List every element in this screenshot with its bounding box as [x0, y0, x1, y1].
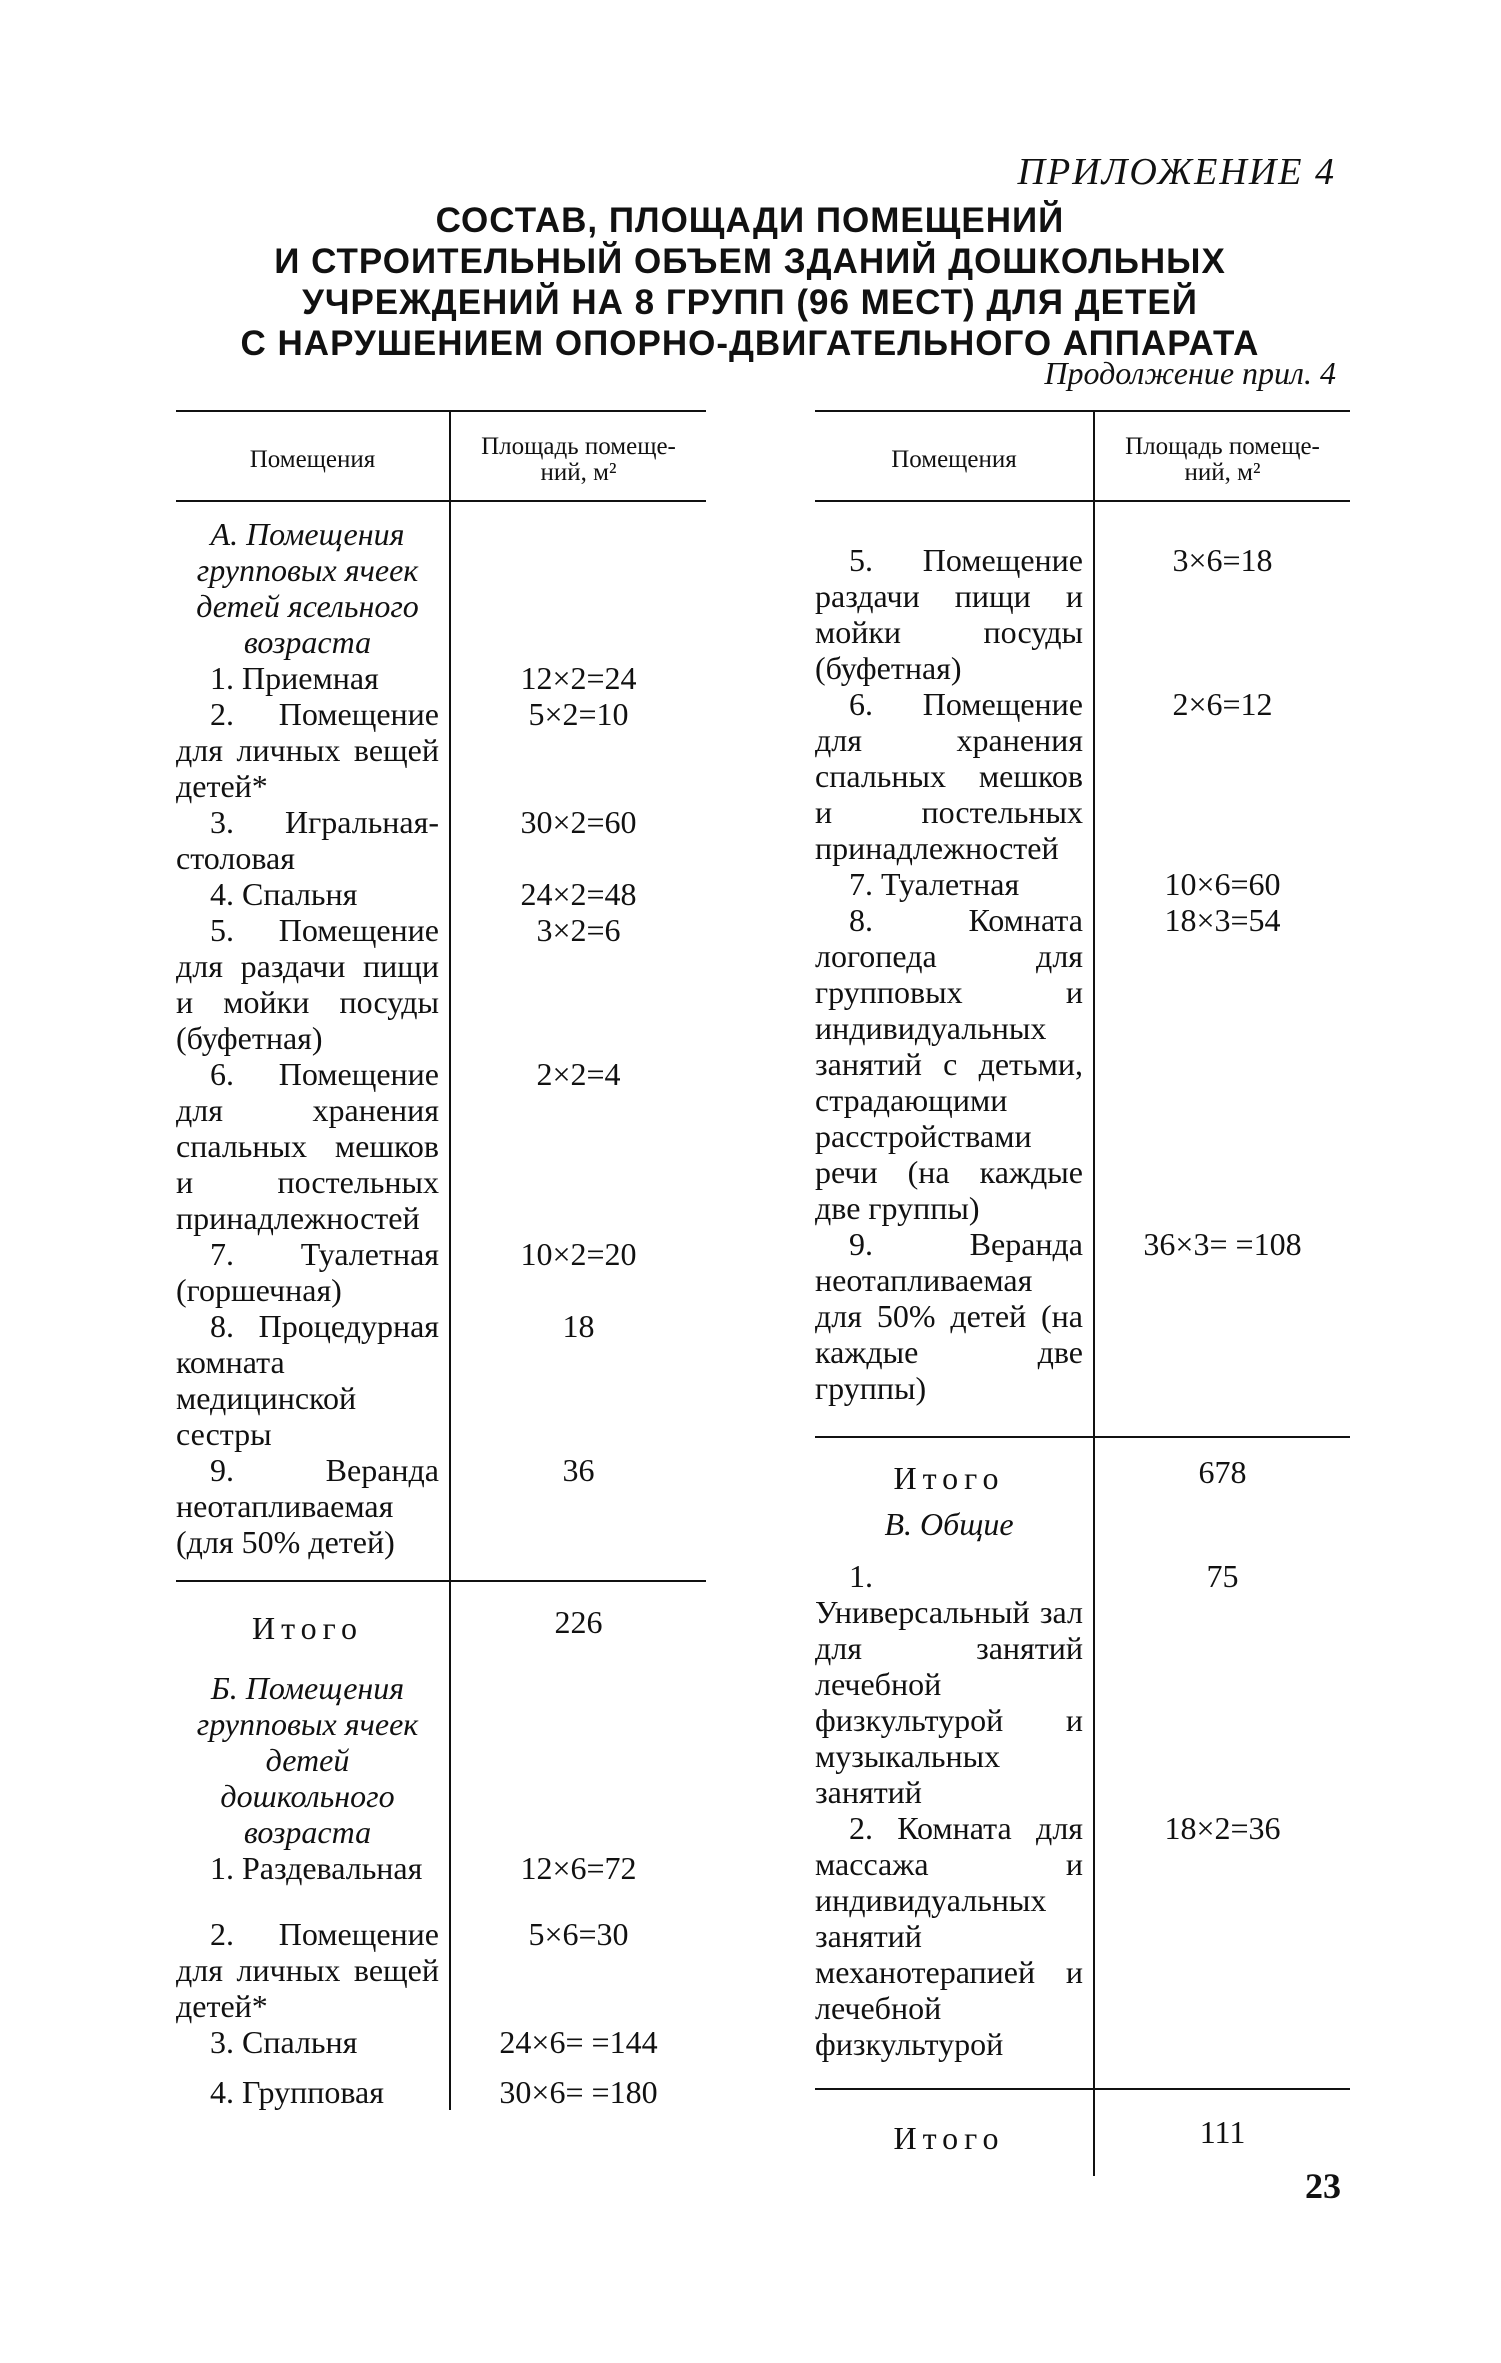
- table-row-area: 18: [450, 1308, 706, 1452]
- table-row-room: 3. Спальня: [210, 2024, 358, 2060]
- table-row-area: 18×3=54: [1094, 902, 1350, 1226]
- left-table: [176, 410, 706, 2110]
- right-column: [815, 410, 1350, 2176]
- table-row-room: 9. Веранда неотапливаемая для 50% детей (на каждые две группы): [815, 1226, 1083, 1406]
- title-line: СОСТАВ, ПЛОЩАДИ ПОМЕЩЕНИЙ: [435, 201, 1065, 240]
- table-row-area: 10×6=60: [1094, 866, 1350, 902]
- table-row-area: 18×2=36: [1094, 1810, 1350, 2089]
- left-column: [176, 410, 706, 2110]
- total-value: 678: [1094, 1437, 1350, 1496]
- total-value: 111: [1094, 2089, 1350, 2176]
- total-label: Итого: [176, 1581, 450, 1646]
- table-row-room: 7. Туалетная: [849, 866, 1020, 902]
- table-row-room: 1. Универсальный зал для занятий лечебной физкультурой и музыкальных занятий: [815, 1558, 1083, 1810]
- table-row-area: 75: [1094, 1558, 1350, 1810]
- table-row-room: 7. Туалетная (горшечная): [176, 1236, 439, 1308]
- section-a-title: А. Помещения групповых ячеек детей ясельного возраста: [196, 516, 419, 660]
- table-row-room: 9. Веранда неотапливаемая (для 50% детей): [176, 1452, 439, 1560]
- document-title: [160, 200, 1340, 364]
- page-number: 23: [1305, 2166, 1341, 2206]
- table-row-area: 24×2=48: [450, 876, 706, 912]
- table-row-area: 36×3= =108: [1094, 1226, 1350, 1437]
- table-row-area: 30×2=60: [450, 804, 706, 876]
- title-line: УЧРЕЖДЕНИЙ НА 8 ГРУПП (96 МЕСТ) ДЛЯ ДЕТЕЙ: [302, 283, 1198, 322]
- total-label: Итого: [815, 1437, 1094, 1496]
- table-row-room: 1. Приемная: [210, 660, 379, 696]
- header-area: Площадь помеще- ний, м²: [450, 411, 706, 501]
- table-row-room: 4. Групповая: [210, 2074, 384, 2110]
- table-row-area: 5×2=10: [450, 696, 706, 804]
- table-row-area: 12×6=72: [450, 1850, 706, 1916]
- table-row-room: 6. Помещение для хранения спальных мешков и постельных принадлежностей: [176, 1056, 439, 1236]
- continued-label: Продолжение прил. 4: [1044, 355, 1336, 391]
- table-row-room: 3. Игральная-столовая: [176, 804, 439, 876]
- table-row-area: 2×2=4: [450, 1056, 706, 1236]
- header-room: Помещения: [815, 411, 1094, 501]
- title-line: И СТРОИТЕЛЬНЫЙ ОБЪЕМ ЗДАНИЙ ДОШКОЛЬНЫХ: [274, 242, 1226, 281]
- table-row-room: 2. Комната для массажа и индивидуальных занятий механотерапией и лечебной физкультурой: [815, 1810, 1083, 2062]
- table-row-room: 5. Помещение раздачи пищи и мойки посуды (буфетная): [815, 542, 1083, 686]
- table-row-area: 3×2=6: [450, 912, 706, 1056]
- table-row-area: 36: [450, 1452, 706, 1581]
- table-row-room: 2. Помещение для личных вещей детей*: [176, 696, 439, 804]
- title-line: С НАРУШЕНИЕМ ОПОРНО-ДВИГАТЕЛЬНОГО АППАРАТА: [240, 324, 1260, 363]
- appendix-label: ПРИЛОЖЕНИЕ 4: [1017, 151, 1336, 193]
- table-row-room: 8. Комната логопеда для групповых и индивидуальных занятий с детьми, страдающими расстройствами речи (на каждые две группы): [815, 902, 1083, 1226]
- table-row-area: 3×6=18: [1094, 501, 1350, 686]
- table-row-room: 5. Помещение для раздачи пищи и мойки посуды (буфетная): [176, 912, 439, 1056]
- table-row-room: 4. Спальня: [210, 876, 358, 912]
- table-row-area: 30×6= =180: [450, 2060, 706, 2110]
- section-b-title: Б. Помещения групповых ячеек детей дошкольного возраста: [196, 1670, 419, 1850]
- section-c-title: В. Общие: [884, 1506, 1014, 1542]
- table-row-room: 8. Процедурная комната медицинской сестры: [176, 1308, 439, 1452]
- table-row-area: 10×2=20: [450, 1236, 706, 1308]
- table-row-room: 6. Помещение для хранения спальных мешков и постельных принадлежностей: [815, 686, 1083, 866]
- table-row-area: 24×6= =144: [450, 2024, 706, 2060]
- table-row-room: 1. Раздевальная: [210, 1850, 423, 1886]
- header-room: Помещения: [176, 411, 450, 501]
- table-row-area: 5×6=30: [450, 1916, 706, 2024]
- table-row-room: 2. Помещение для личных вещей детей*: [176, 1916, 439, 2024]
- right-table: [815, 410, 1350, 2176]
- header-area: Площадь помеще- ний, м²: [1094, 411, 1350, 501]
- total-value: 226: [450, 1581, 706, 1646]
- table-row-area: 12×2=24: [450, 660, 706, 696]
- total-label: Итого: [815, 2089, 1094, 2176]
- table-row-area: 2×6=12: [1094, 686, 1350, 866]
